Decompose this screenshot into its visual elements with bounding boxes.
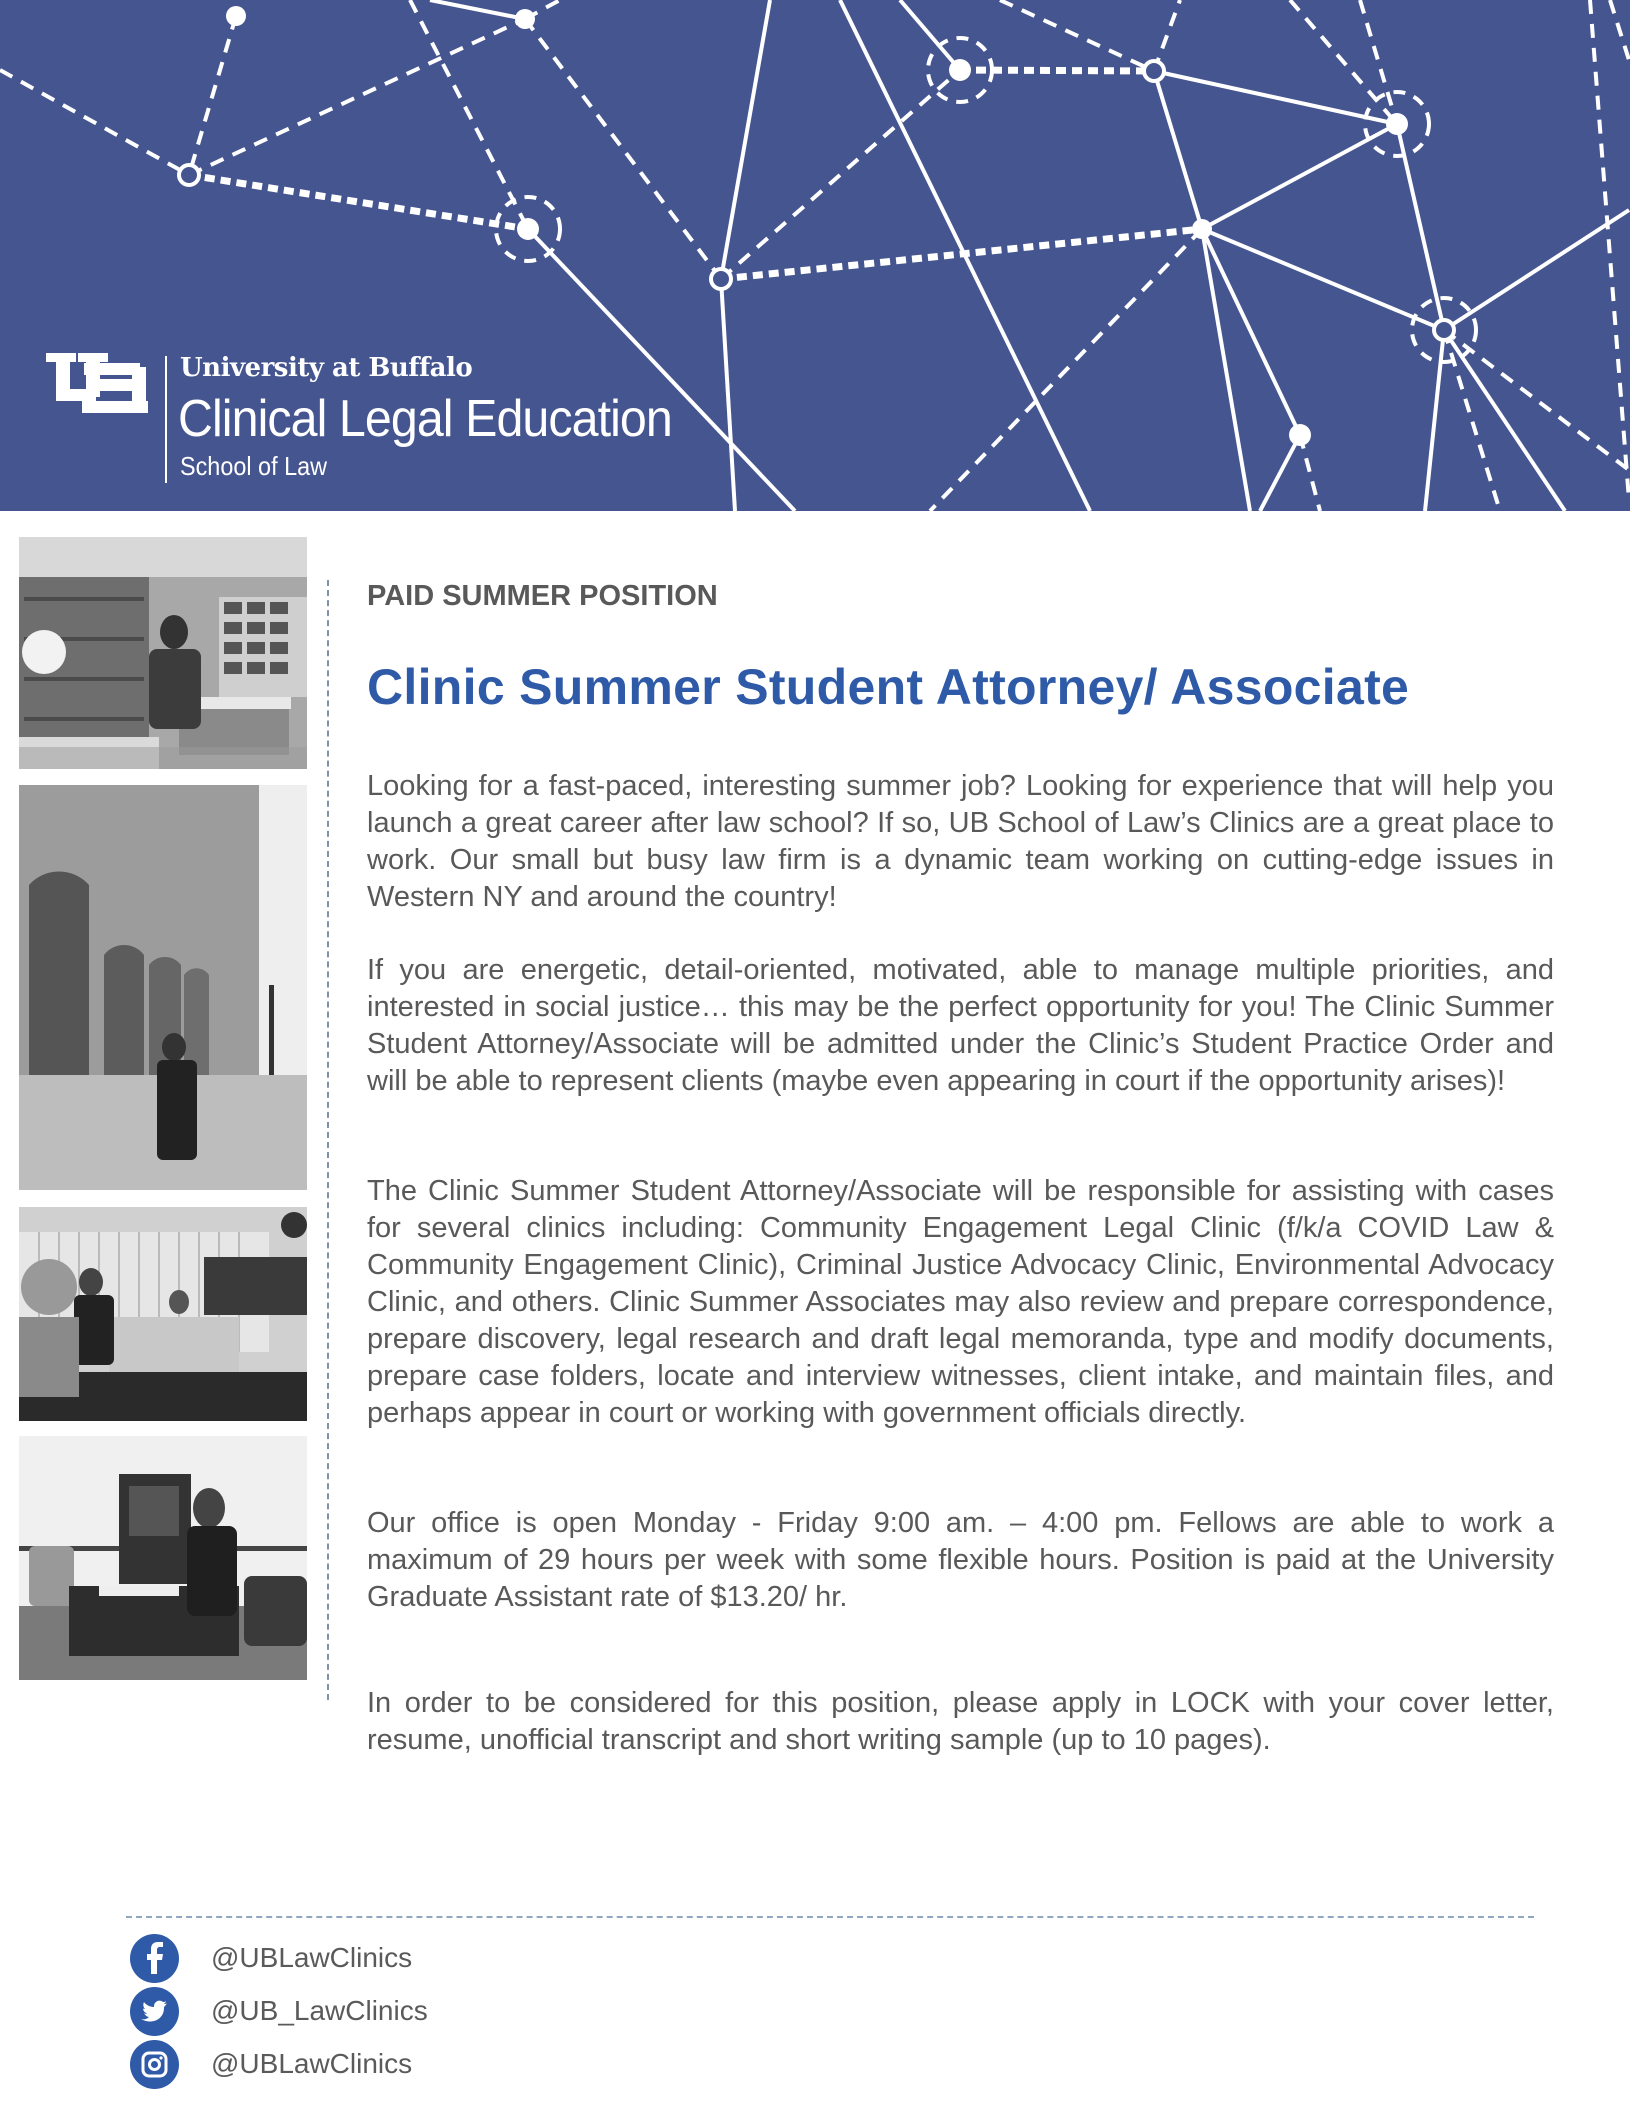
header-banner bbox=[0, 0, 1630, 511]
paragraph-hours-pay: Our office is open Monday - Friday 9:00 am. – 4:00 pm. Fellows are able to work a maximum of 29 hours per week with some flexible hours. Position is paid at the University Graduate Assistant rate of $13.20/ hr. bbox=[367, 1507, 1554, 1613]
twitter-icon bbox=[130, 1987, 179, 2036]
position-title: Clinic Summer Student Attorney/ Associate bbox=[367, 659, 1410, 715]
photo-council-chamber bbox=[19, 1207, 307, 1421]
instagram-handle[interactable]: @UBLawClinics bbox=[211, 2048, 413, 2079]
logo-school: School of Law bbox=[180, 451, 327, 481]
social-facebook[interactable] bbox=[130, 1933, 412, 1983]
facebook-icon bbox=[130, 1934, 179, 1983]
logo-divider bbox=[165, 356, 167, 483]
photo-presentation-library bbox=[19, 537, 307, 769]
position-kicker: PAID SUMMER POSITION bbox=[367, 580, 718, 612]
ub-mark-icon bbox=[46, 353, 150, 413]
footer-divider bbox=[126, 1916, 1534, 1918]
sidebar-divider bbox=[327, 580, 329, 1700]
paragraph-responsibilities: The Clinic Summer Student Attorney/Associate will be responsible for assisting with cases for several clinics including: Community Engagement Legal Clinic (f/k/a COVID Law & Community Engagement Clinic), Criminal Justice Advocacy Clinic, Environmental Advocacy Clinic, and others. Clinic Summer Associates may also review and prepare correspondence, prepare discovery, legal research and draft legal memoranda, type and modify documents, prepare case folders, locate and interview witnesses, client intake, and maintain files, and perhaps appear in court or working with government officials directly. bbox=[367, 1175, 1554, 1429]
social-instagram[interactable] bbox=[130, 2039, 412, 2089]
social-twitter[interactable] bbox=[130, 1986, 428, 2036]
photo-building-exterior bbox=[19, 785, 307, 1190]
logo-university: University at Buffalo bbox=[180, 353, 473, 383]
paragraph-intro: Looking for a fast-paced, interesting summer job? Looking for experience that will help you launch a great career after law school? If so, UB School of Law’s Clinics are a great place to work. Our small but busy law firm is a dynamic team working on cutting-edge issues in Western NY and around the country! bbox=[367, 770, 1554, 913]
photo-courtroom-student bbox=[19, 1436, 307, 1680]
logo-program: Clinical Legal Education bbox=[178, 390, 672, 448]
twitter-handle[interactable]: @UB_LawClinics bbox=[211, 1995, 428, 2026]
facebook-handle[interactable]: @UBLawClinics bbox=[211, 1942, 413, 1973]
paragraph-how-to-apply: In order to be considered for this position, please apply in LOCK with your cover letter, resume, unofficial transcript and short writing sample (up to 10 pages). bbox=[367, 1687, 1554, 1756]
instagram-icon bbox=[130, 2040, 179, 2089]
paragraph-qualifications: If you are energetic, detail-oriented, motivated, able to manage multiple priorities, and interested in social justice… this may be the perfect opportunity for you! The Clinic Summer Student Attorney/Associate will be admitted under the Clinic’s Student Practice Order and will be able to represent clients (maybe even appearing in court if the opportunity arises)! bbox=[367, 954, 1554, 1097]
